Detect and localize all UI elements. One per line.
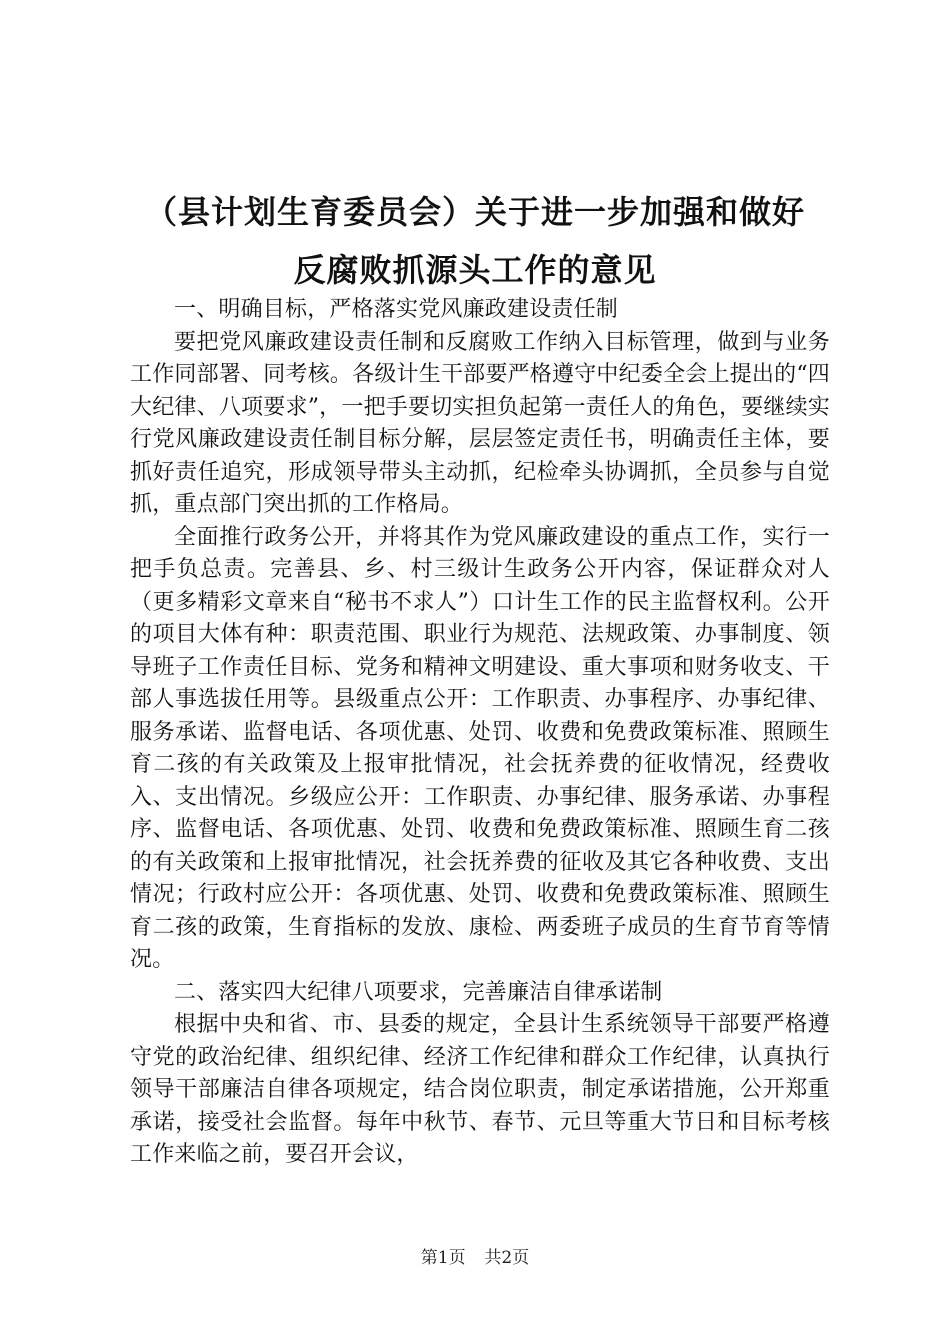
document-title-line-2: 反腐败抓源头工作的意见 xyxy=(293,251,657,289)
paragraph-2: 全面推行政务公开，并将其作为党风廉政建设的重点工作，实行一把手负总责。完善县、乡、村三级计生政务公开内容，保证群众对人（更多精彩文章来自“秘书不求人”）口计生工作的民主监督权利。公开的项目大体有种：职责范围、职业行为规范、法规政策、办事制度、领导班子工作责任目标、党务和精神文明建设、重大事项和财务收支、干部人事选拔任用等。县级重点公开：工作职责、办事程序、办事纪律、服务承诺、监督电话、各项优惠、处罚、收费和免费政策标准、照顾生育二孩的有关政策及上报审批情况，社会抚养费的征收情况，经费收入、支出情况。乡级应公开：工作职责、办事纪律、服务承诺、办事程序、监督电话、各项优惠、处罚、收费和免费政策标准、照顾生育二孩的有关政策和上报审批情况，社会抚养费的征收及其它各种收费、支出情况；行政村应公开：各项优惠、处罚、收费和免费政策标准、照顾生育二孩的政策，生育指标的发放、康检、两委班子成员的生育节育等情况。 xyxy=(130,524,830,972)
section-heading-1: 一、明确目标，严格落实党风廉政建设责任制 xyxy=(174,297,619,322)
section-heading-2: 二、落实四大纪律八项要求，完善廉洁自律承诺制 xyxy=(174,979,663,1005)
document-title-line-1: （县计划生育委员会）关于进一步加强和做好 xyxy=(144,193,805,231)
paragraph-3: 根据中央和省、市、县委的规定，全县计生系统领导干部要严格遵守党的政治纪律、组织纪律、经济工作纪律和群众工作纪律，认真执行领导干部廉洁自律各项规定，结合岗位职责，制定承诺措施，公开郑重承诺，接受社会监督。每年中秋节、春节、元旦等重大节日和目标考核工作来临之前，要召开会议， xyxy=(130,1012,830,1167)
document-body xyxy=(130,294,830,1172)
page-footer xyxy=(0,1243,950,1268)
page-total: 共2页 xyxy=(484,1248,530,1268)
paragraph-1: 要把党风廉政建设责任制和反腐败工作纳入目标管理，做到与业务工作同部署、同考核。各级计生干部要严格遵守中纪委全会上提出的“四大纪律、八项要求”，一把手要切实担负起第一责任人的角色，要继续实行党风廉政建设责任制目标分解，层层签定责任书，明确责任主体，要抓好责任追究，形成领导带头主动抓，纪检牵头协调抓，全员参与自觉抓，重点部门突出抓的工作格局。 xyxy=(130,329,830,517)
page-number: 第1页 xyxy=(420,1248,466,1268)
